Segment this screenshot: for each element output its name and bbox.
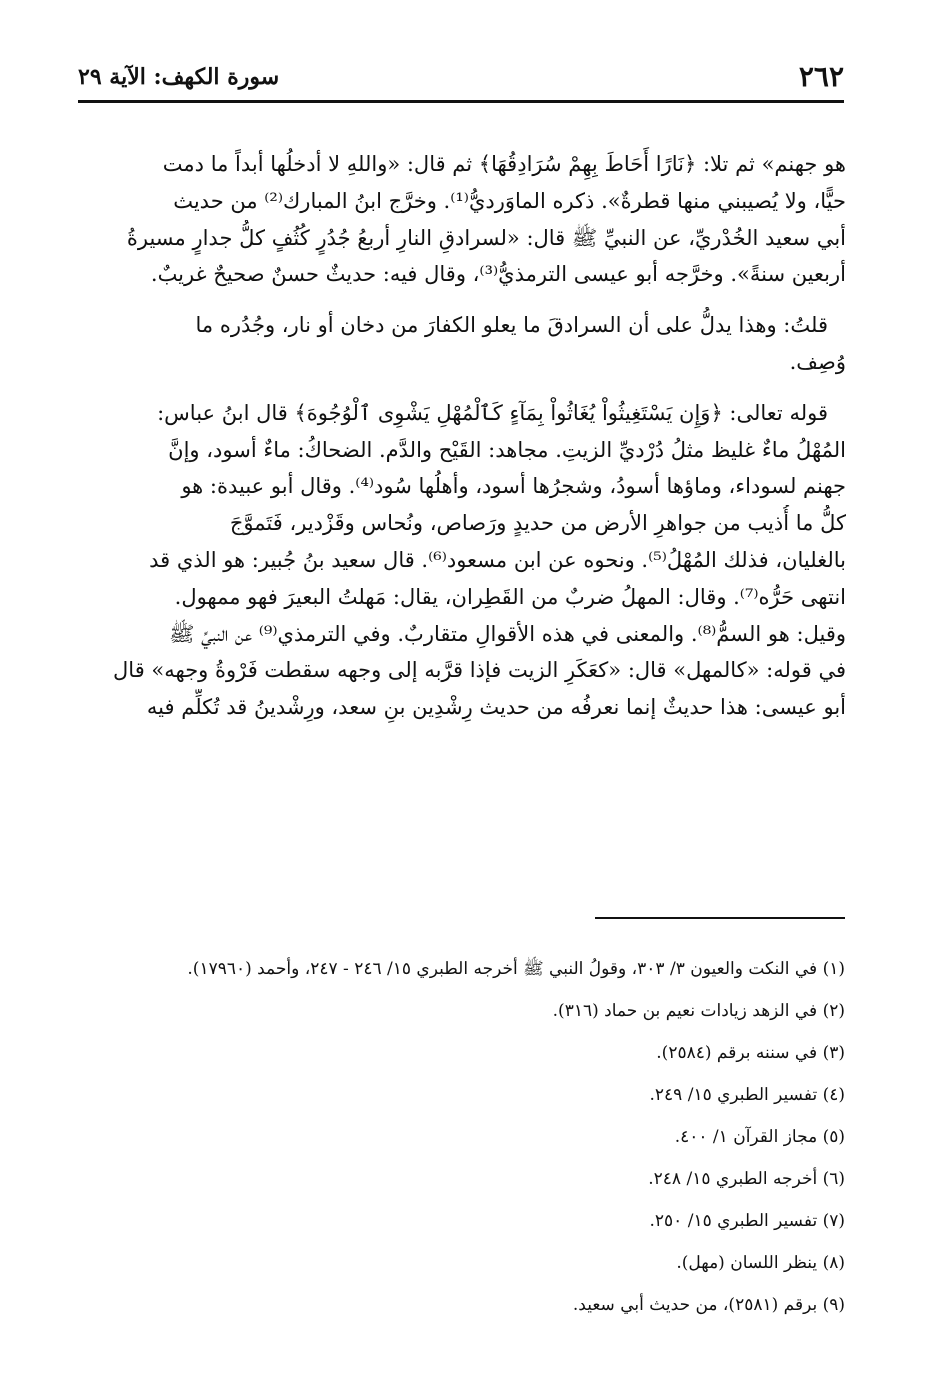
paragraph bbox=[74, 307, 846, 381]
page-header bbox=[78, 58, 844, 96]
footnote-separator bbox=[595, 917, 845, 919]
text-line: أبي سعيد الخُدْريِّ، عن النبيِّ ﷺ قال: «لسرادقِ النارِ أربعُ جُدُرٍ كُثُفٍ كلُّ جدارٍ مسيرةُ bbox=[126, 225, 846, 250]
text-line: بالغليان، فذلك المُهْلُ⁽⁵⁾. ونحوه عن ابن مسعود⁽⁶⁾. قال سعيد بنُ جُبير: هو الذي قد bbox=[149, 547, 846, 572]
footnote: (٤) تفسير الطبري ١٥/ ٢٤٩. bbox=[649, 1085, 845, 1105]
text-line: هو جهنم» ثم تلا: ﴿نَارًا أَحَاطَ بِهِمْ سُرَادِقُهَا﴾ ثم قال: «واللهِ لا أدخلُها أبداً ما دمت bbox=[162, 152, 846, 176]
text-line: وُصِف. bbox=[789, 349, 846, 374]
footnotes bbox=[70, 948, 845, 1326]
running-title: سورة الكهف: الآية ٢٩ bbox=[78, 64, 280, 90]
header-rule bbox=[78, 100, 844, 103]
text-line: وقيل: هو السمُّ⁽⁸⁾. والمعنى في هذه الأقوالِ متقاربٌ. وفي الترمذي⁽⁹⁾ عن النبيِّ ﷺ bbox=[169, 621, 846, 646]
text-line: المُهْلُ ماءٌ غليظ مثلُ دُرْديِّ الزيتِ. مجاهد: القَيْح والدَّم. الضحاكُ: ماءٌ أسود، وإنَّ bbox=[168, 437, 846, 462]
footnote: (٢) في الزهد زيادات نعيم بن حماد (٣١٦). bbox=[552, 1001, 845, 1021]
text-line: قلتُ: وهذا يدلُّ على أن السرادقَ ما يعلو الكفارَ من دخان أو نار، وجُدُره ما bbox=[195, 313, 828, 338]
text-line: في قوله: «كالمهل» قال: «كعَكَرِ الزيت فإذا قرَّبه إلى وجهه سقطت فَرْوةُ وجهه» قال bbox=[113, 658, 846, 683]
text-line: انتهى حَرُّه⁽⁷⁾. وقال: المهلُ ضربٌ من القَطِران، يقال: مَهلتُ البعيرَ فهو ممهول. bbox=[174, 584, 846, 609]
footnote: (٨) ينظر اللسان (مهل). bbox=[676, 1253, 845, 1273]
paragraph bbox=[74, 395, 846, 726]
text-line: أربعين سنةً». وخرَّجه أبو عيسى الترمذيُّ⁽³⁾، وقال فيه: حديثٌ حسنٌ صحيحٌ غريبٌ. bbox=[150, 262, 846, 287]
footnote: (٣) في سننه برقم (٢٥٨٤). bbox=[656, 1043, 845, 1063]
text-line: كلُّ ما أُذيب من جواهرِ الأرض من حديدٍ ورَصاص، ونُحاس وقَزْدير، فَتَموَّجَ bbox=[229, 511, 846, 536]
paragraph bbox=[74, 146, 846, 293]
footnote: (٥) مجاز القرآن ١/ ٤٠٠. bbox=[674, 1127, 845, 1147]
page-number: ٢٦٢ bbox=[798, 60, 844, 93]
text-line: أبو عيسى: هذا حديثٌ إنما نعرفُه من حديث رِشْدِين بنِ سعد، ورِشْدينُ قد تُكلِّم فيه bbox=[146, 695, 846, 720]
footnote: (٩) برقم (٢٥٨١)، من حديث أبي سعيد. bbox=[572, 1295, 845, 1315]
main-text bbox=[74, 146, 846, 740]
footnote: (٧) تفسير الطبري ١٥/ ٢٥٠. bbox=[649, 1211, 845, 1231]
footnote: (١) في النكت والعيون ٣/ ٣٠٣، وقولُ النبي ﷺ أخرجه الطبري ١٥/ ٢٤٦ - ٢٤٧، وأحمد (١٧٩٦٠). bbox=[187, 959, 845, 979]
text-line: قوله تعالى: ﴿وَإِن يَسْتَغِيثُواْ يُغَاثُواْ بِمَآءٍ كَٱلْمُهْلِ يَشْوِى ٱلْوُجُوهَ﴾ قال ابنُ عباس: bbox=[157, 400, 828, 425]
text-line: حيًّا، ولا يُصيبني منها قطرةٌ». ذكره الماوَرديُّ⁽¹⁾. وخرَّج ابنُ المبارك⁽²⁾ من حديث bbox=[173, 188, 846, 213]
footnote: (٦) أخرجه الطبري ١٥/ ٢٤٨. bbox=[648, 1169, 845, 1189]
text-line: جهنم لسوداء، وماؤها أسودُ، وشجرُها أسود، وأهلُها سُود⁽⁴⁾. وقال أبو عبيدة: هو bbox=[181, 474, 846, 499]
